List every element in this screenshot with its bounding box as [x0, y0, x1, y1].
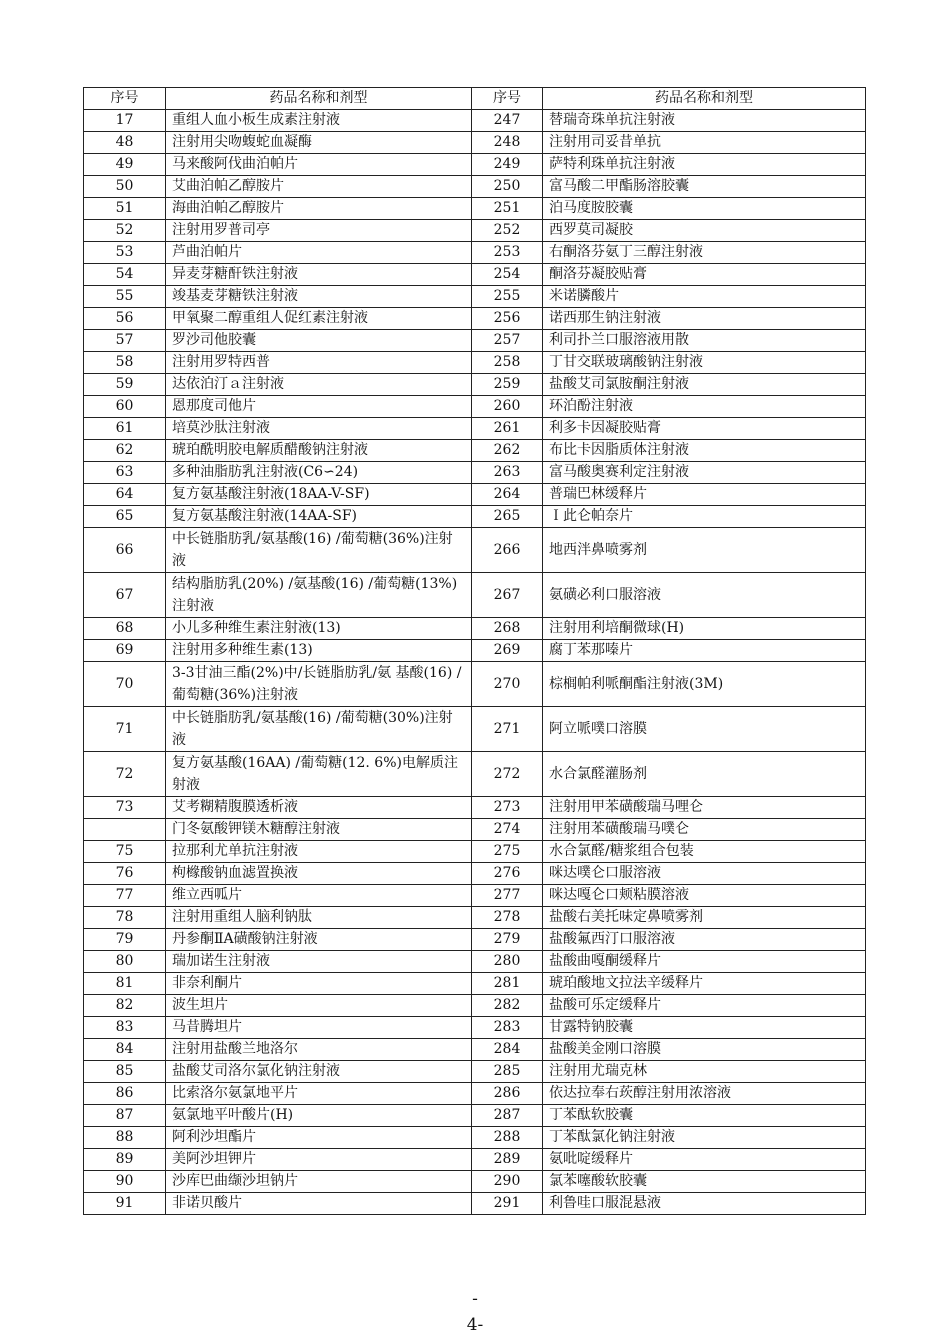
drug-name-cell-right: 布比卡因脂质体注射液 — [543, 440, 866, 462]
seq-cell-left: 48 — [84, 132, 166, 154]
seq-cell-right: 260 — [472, 396, 543, 418]
drug-name-cell-left: 波生坦片 — [166, 995, 472, 1017]
seq-cell-right: 263 — [472, 462, 543, 484]
drug-name-cell-right: 注射用司妥昔单抗 — [543, 132, 866, 154]
seq-cell-left: 77 — [84, 885, 166, 907]
table-row — [84, 797, 866, 819]
page-number: 4- — [466, 1315, 484, 1335]
seq-cell-right: 288 — [472, 1127, 543, 1149]
drug-name-cell-right: 棕榈帕利哌酮酯注射液(3M) — [543, 662, 866, 707]
seq-cell-left: 49 — [84, 154, 166, 176]
seq-cell-left: 68 — [84, 618, 166, 640]
drug-name-cell-left: 非奈利酮片 — [166, 973, 472, 995]
seq-cell-left: 52 — [84, 220, 166, 242]
seq-cell-right: 255 — [472, 286, 543, 308]
table-row — [84, 1061, 866, 1083]
table-row — [84, 1193, 866, 1215]
seq-cell-left: 78 — [84, 907, 166, 929]
drug-name-cell-right: 西罗莫司凝胶 — [543, 220, 866, 242]
seq-cell-left: 75 — [84, 841, 166, 863]
drug-name-cell-left: 注射用盐酸兰地洛尔 — [166, 1039, 472, 1061]
table-row — [84, 573, 866, 618]
seq-cell-left: 91 — [84, 1193, 166, 1215]
table-row — [84, 752, 866, 797]
drug-name-cell-left: 异麦芽糖酐铁注射液 — [166, 264, 472, 286]
table-row — [84, 640, 866, 662]
drug-name-cell-left: 门冬氨酸钾镁木糖醇注射液 — [166, 819, 472, 841]
seq-cell-left: 66 — [84, 528, 166, 573]
drug-name-cell-left: 非诺贝酸片 — [166, 1193, 472, 1215]
drug-name-cell-right: 盐酸右美托味定鼻喷雾剂 — [543, 907, 866, 929]
seq-cell-left: 80 — [84, 951, 166, 973]
drug-name-cell-left: 枸橼酸钠血滤置换液 — [166, 863, 472, 885]
drug-name-cell-left: 注射用多种维生素(13) — [166, 640, 472, 662]
drug-list-table — [83, 87, 866, 1215]
drug-name-cell-right: 利鲁哇口服混悬液 — [543, 1193, 866, 1215]
seq-cell-left: 72 — [84, 752, 166, 797]
table-row — [84, 707, 866, 752]
seq-cell-right: 249 — [472, 154, 543, 176]
drug-name-cell-left: 注射用罗普司亭 — [166, 220, 472, 242]
seq-cell-right: 277 — [472, 885, 543, 907]
table-row — [84, 440, 866, 462]
drug-name-cell-right: 氨磺必利口服溶液 — [543, 573, 866, 618]
drug-name-cell-left: 拉那利尤单抗注射液 — [166, 841, 472, 863]
seq-cell-right: 252 — [472, 220, 543, 242]
drug-name-cell-right: 盐酸曲嘎酮缓释片 — [543, 951, 866, 973]
drug-name-cell-right: 诺西那生钠注射液 — [543, 308, 866, 330]
table-row — [84, 885, 866, 907]
seq-cell-left: 53 — [84, 242, 166, 264]
seq-cell-left: 86 — [84, 1083, 166, 1105]
drug-name-cell-left: 马来酸阿伐曲泊帕片 — [166, 154, 472, 176]
drug-name-cell-right: 萨特利珠单抗注射液 — [543, 154, 866, 176]
seq-cell-right: 254 — [472, 264, 543, 286]
drug-name-cell-right: 泊马度胺胶囊 — [543, 198, 866, 220]
table-row — [84, 462, 866, 484]
table-row — [84, 662, 866, 707]
drug-name-cell-left: 培莫沙肽注射液 — [166, 418, 472, 440]
seq-cell-left: 17 — [84, 110, 166, 132]
table-row — [84, 352, 866, 374]
seq-cell-right: 281 — [472, 973, 543, 995]
seq-cell-right: 258 — [472, 352, 543, 374]
table-row — [84, 264, 866, 286]
drug-name-cell-right: 地西泮鼻喷雾剂 — [543, 528, 866, 573]
seq-cell-left: 62 — [84, 440, 166, 462]
seq-cell-right: 262 — [472, 440, 543, 462]
seq-cell-right: 259 — [472, 374, 543, 396]
drug-name-cell-left: 重组人血小板生成素注射液 — [166, 110, 472, 132]
table-row — [84, 418, 866, 440]
drug-name-cell-left: 比索洛尔氨氯地平片 — [166, 1083, 472, 1105]
drug-name-cell-left: 丹参酮ⅡA磺酸钠注射液 — [166, 929, 472, 951]
seq-cell-right: 275 — [472, 841, 543, 863]
drug-name-cell-left: 琥珀酰明胶电解质醋酸钠注射液 — [166, 440, 472, 462]
seq-cell-left: 56 — [84, 308, 166, 330]
drug-name-cell-right: 盐酸氟西汀口服溶液 — [543, 929, 866, 951]
drug-name-cell-left: 结构脂肪乳(20%) /氨基酸(16) /葡萄糖(13%)注射液 — [166, 573, 472, 618]
seq-cell-left: 83 — [84, 1017, 166, 1039]
drug-name-cell-right: 阿立哌噗口溶膜 — [543, 707, 866, 752]
seq-cell-left: 69 — [84, 640, 166, 662]
drug-name-cell-right: 腐丁苯那嗪片 — [543, 640, 866, 662]
seq-cell-right: 291 — [472, 1193, 543, 1215]
seq-cell-left: 67 — [84, 573, 166, 618]
seq-cell-right: 270 — [472, 662, 543, 707]
drug-name-cell-left: 沙库巴曲缬沙坦钠片 — [166, 1171, 472, 1193]
seq-cell-right: 247 — [472, 110, 543, 132]
seq-cell-left: 82 — [84, 995, 166, 1017]
seq-cell-right: 273 — [472, 797, 543, 819]
drug-name-cell-left: 复方氨基酸注射液(18AA-V-SF) — [166, 484, 472, 506]
drug-name-cell-right: 环泊酚注射液 — [543, 396, 866, 418]
seq-cell-right: 290 — [472, 1171, 543, 1193]
drug-name-cell-left: 罗沙司他胶囊 — [166, 330, 472, 352]
seq-cell-right: 280 — [472, 951, 543, 973]
drug-name-cell-left: 氨氯地平叶酸片(H) — [166, 1105, 472, 1127]
header-seq-right: 序号 — [472, 88, 543, 110]
table-row — [84, 330, 866, 352]
drug-name-cell-left: 阿利沙坦酯片 — [166, 1127, 472, 1149]
seq-cell-left: 76 — [84, 863, 166, 885]
table-row — [84, 1171, 866, 1193]
seq-cell-left: 65 — [84, 506, 166, 528]
drug-name-cell-right: 甘露特钠胶囊 — [543, 1017, 866, 1039]
table-row — [84, 1149, 866, 1171]
seq-cell-left: 64 — [84, 484, 166, 506]
drug-name-cell-right: Ｉ此仑帕奈片 — [543, 506, 866, 528]
seq-cell-right: 285 — [472, 1061, 543, 1083]
drug-name-cell-right: 富马酸奥赛利定注射液 — [543, 462, 866, 484]
seq-cell-right: 253 — [472, 242, 543, 264]
table-row — [84, 1127, 866, 1149]
seq-cell-left: 73 — [84, 797, 166, 819]
seq-cell-right: 272 — [472, 752, 543, 797]
drug-name-cell-left: 艾考糊精腹膜透析液 — [166, 797, 472, 819]
table-row — [84, 132, 866, 154]
seq-cell-left: 70 — [84, 662, 166, 707]
drug-name-cell-left: 甲氧聚二醇重组人促红素注射液 — [166, 308, 472, 330]
drug-name-cell-right: 普瑞巴林缓释片 — [543, 484, 866, 506]
seq-cell-right: 256 — [472, 308, 543, 330]
table-row — [84, 220, 866, 242]
drug-name-cell-right: 咪达嘎仑口颊粘膜溶液 — [543, 885, 866, 907]
seq-cell-left: 59 — [84, 374, 166, 396]
seq-cell-right: 282 — [472, 995, 543, 1017]
table-row — [84, 484, 866, 506]
seq-cell-left: 84 — [84, 1039, 166, 1061]
seq-cell-left: 79 — [84, 929, 166, 951]
drug-name-cell-right: 咪达噗仑口服溶液 — [543, 863, 866, 885]
table-row — [84, 242, 866, 264]
seq-cell-right: 269 — [472, 640, 543, 662]
seq-cell-right: 287 — [472, 1105, 543, 1127]
table-row — [84, 995, 866, 1017]
seq-cell-left: 55 — [84, 286, 166, 308]
seq-cell-right: 268 — [472, 618, 543, 640]
drug-name-cell-right: 利多卡因凝胶贴膏 — [543, 418, 866, 440]
table-row — [84, 951, 866, 973]
drug-name-cell-right: 酮洛芬凝胶贴膏 — [543, 264, 866, 286]
seq-cell-right: 278 — [472, 907, 543, 929]
drug-name-cell-right: 丁甘交联玻璃酸钠注射液 — [543, 352, 866, 374]
drug-name-cell-left: 小儿多种维生素注射液(13) — [166, 618, 472, 640]
drug-name-cell-left: 中长链脂肪乳/氨基酸(16) /葡萄糖(36%)注射液 — [166, 528, 472, 573]
seq-cell-left: 71 — [84, 707, 166, 752]
table-row — [84, 1017, 866, 1039]
table-row — [84, 308, 866, 330]
drug-name-cell-left: 美阿沙坦钾片 — [166, 1149, 472, 1171]
table-row — [84, 110, 866, 132]
seq-cell-right: 248 — [472, 132, 543, 154]
table-row — [84, 1105, 866, 1127]
drug-name-cell-right: 水合氯醛灌肠剂 — [543, 752, 866, 797]
seq-cell-left — [84, 819, 166, 841]
table-row — [84, 819, 866, 841]
drug-name-cell-left: 注射用尖吻蝮蛇血凝酶 — [166, 132, 472, 154]
drug-name-cell-left: 复方氨基酸注射液(14AA-SF) — [166, 506, 472, 528]
seq-cell-right: 266 — [472, 528, 543, 573]
table-header-row — [84, 88, 866, 110]
seq-cell-left: 85 — [84, 1061, 166, 1083]
page-number-dash: - — [472, 1289, 478, 1309]
seq-cell-right: 276 — [472, 863, 543, 885]
drug-name-cell-right: 富马酸二甲酯肠溶胶囊 — [543, 176, 866, 198]
table-row — [84, 929, 866, 951]
drug-name-cell-left: 维立西呱片 — [166, 885, 472, 907]
table-row — [84, 973, 866, 995]
drug-name-cell-right: 注射用苯磺酸瑞马噗仑 — [543, 819, 866, 841]
drug-name-cell-left: 3-3甘油三酯(2%)中/长链脂肪乳/氨 基酸(16) /葡萄糖(36%)注射液 — [166, 662, 472, 707]
seq-cell-left: 57 — [84, 330, 166, 352]
header-seq-left: 序号 — [84, 88, 166, 110]
seq-cell-right: 257 — [472, 330, 543, 352]
seq-cell-right: 283 — [472, 1017, 543, 1039]
header-name-right: 药品名称和剂型 — [543, 88, 866, 110]
seq-cell-left: 54 — [84, 264, 166, 286]
seq-cell-right: 251 — [472, 198, 543, 220]
seq-cell-left: 51 — [84, 198, 166, 220]
drug-name-cell-right: 氯苯噻酸软胶囊 — [543, 1171, 866, 1193]
header-name-left: 药品名称和剂型 — [166, 88, 472, 110]
seq-cell-right: 261 — [472, 418, 543, 440]
seq-cell-right: 284 — [472, 1039, 543, 1061]
drug-name-cell-right: 琥珀酸地文拉法辛缓释片 — [543, 973, 866, 995]
drug-name-cell-right: 依达拉奉右莰醇注射用浓溶液 — [543, 1083, 866, 1105]
drug-name-cell-left: 注射用罗特西普 — [166, 352, 472, 374]
drug-name-cell-right: 丁苯酞氯化钠注射液 — [543, 1127, 866, 1149]
seq-cell-left: 81 — [84, 973, 166, 995]
drug-name-cell-left: 竣基麦芽糖铁注射液 — [166, 286, 472, 308]
drug-name-cell-left: 盐酸艾司洛尔氯化钠注射液 — [166, 1061, 472, 1083]
seq-cell-left: 88 — [84, 1127, 166, 1149]
seq-cell-left: 50 — [84, 176, 166, 198]
drug-name-cell-left: 达依泊汀ａ注射液 — [166, 374, 472, 396]
table-row — [84, 286, 866, 308]
drug-name-cell-right: 注射用利培酮微球(H) — [543, 618, 866, 640]
table-row — [84, 198, 866, 220]
table-row — [84, 374, 866, 396]
seq-cell-left: 89 — [84, 1149, 166, 1171]
drug-name-cell-left: 多种油脂肪乳注射液(C6∽24) — [166, 462, 472, 484]
table-row — [84, 1039, 866, 1061]
seq-cell-left: 61 — [84, 418, 166, 440]
drug-name-cell-left: 复方氨基酸(16AA) /葡萄糖(12. 6%)电解质注射液 — [166, 752, 472, 797]
table-row — [84, 176, 866, 198]
table-row — [84, 528, 866, 573]
drug-name-cell-left: 中长链脂肪乳/氨基酸(16) /葡萄糖(30%)注射液 — [166, 707, 472, 752]
seq-cell-left: 87 — [84, 1105, 166, 1127]
table-row — [84, 907, 866, 929]
drug-name-cell-right: 盐酸可乐定缓释片 — [543, 995, 866, 1017]
drug-name-cell-right: 替瑞奇珠单抗注射液 — [543, 110, 866, 132]
table-row — [84, 396, 866, 418]
drug-name-cell-left: 注射用重组人脑利钠肽 — [166, 907, 472, 929]
table-row — [84, 1083, 866, 1105]
seq-cell-left: 60 — [84, 396, 166, 418]
drug-name-cell-right: 水合氯醛/糖浆组合包装 — [543, 841, 866, 863]
drug-name-cell-left: 恩那度司他片 — [166, 396, 472, 418]
table-row — [84, 506, 866, 528]
drug-name-cell-right: 注射用尤瑞克林 — [543, 1061, 866, 1083]
seq-cell-right: 265 — [472, 506, 543, 528]
seq-cell-right: 289 — [472, 1149, 543, 1171]
seq-cell-right: 286 — [472, 1083, 543, 1105]
seq-cell-left: 63 — [84, 462, 166, 484]
drug-name-cell-right: 米诺膦酸片 — [543, 286, 866, 308]
drug-name-cell-right: 丁苯酞软胶囊 — [543, 1105, 866, 1127]
drug-name-cell-right: 盐酸艾司氯胺酮注射液 — [543, 374, 866, 396]
seq-cell-left: 58 — [84, 352, 166, 374]
seq-cell-right: 267 — [472, 573, 543, 618]
drug-name-cell-right: 利司扑兰口服溶液用散 — [543, 330, 866, 352]
drug-name-cell-right: 注射用甲苯磺酸瑞马哩仑 — [543, 797, 866, 819]
table-row — [84, 154, 866, 176]
drug-name-cell-left: 马昔腾坦片 — [166, 1017, 472, 1039]
drug-name-cell-left: 芦曲泊帕片 — [166, 242, 472, 264]
seq-cell-left: 90 — [84, 1171, 166, 1193]
drug-name-cell-left: 海曲泊帕乙醇胺片 — [166, 198, 472, 220]
seq-cell-right: 250 — [472, 176, 543, 198]
drug-name-cell-left: 艾曲泊帕乙醇胺片 — [166, 176, 472, 198]
table-row — [84, 863, 866, 885]
drug-name-cell-right: 右酮洛芬氨丁三醇注射液 — [543, 242, 866, 264]
seq-cell-right: 274 — [472, 819, 543, 841]
drug-name-cell-right: 氨吡啶缓释片 — [543, 1149, 866, 1171]
seq-cell-right: 279 — [472, 929, 543, 951]
seq-cell-right: 271 — [472, 707, 543, 752]
table-row — [84, 618, 866, 640]
drug-name-cell-right: 盐酸美金刚口溶膜 — [543, 1039, 866, 1061]
seq-cell-right: 264 — [472, 484, 543, 506]
table-row — [84, 841, 866, 863]
drug-name-cell-left: 瑞加诺生注射液 — [166, 951, 472, 973]
